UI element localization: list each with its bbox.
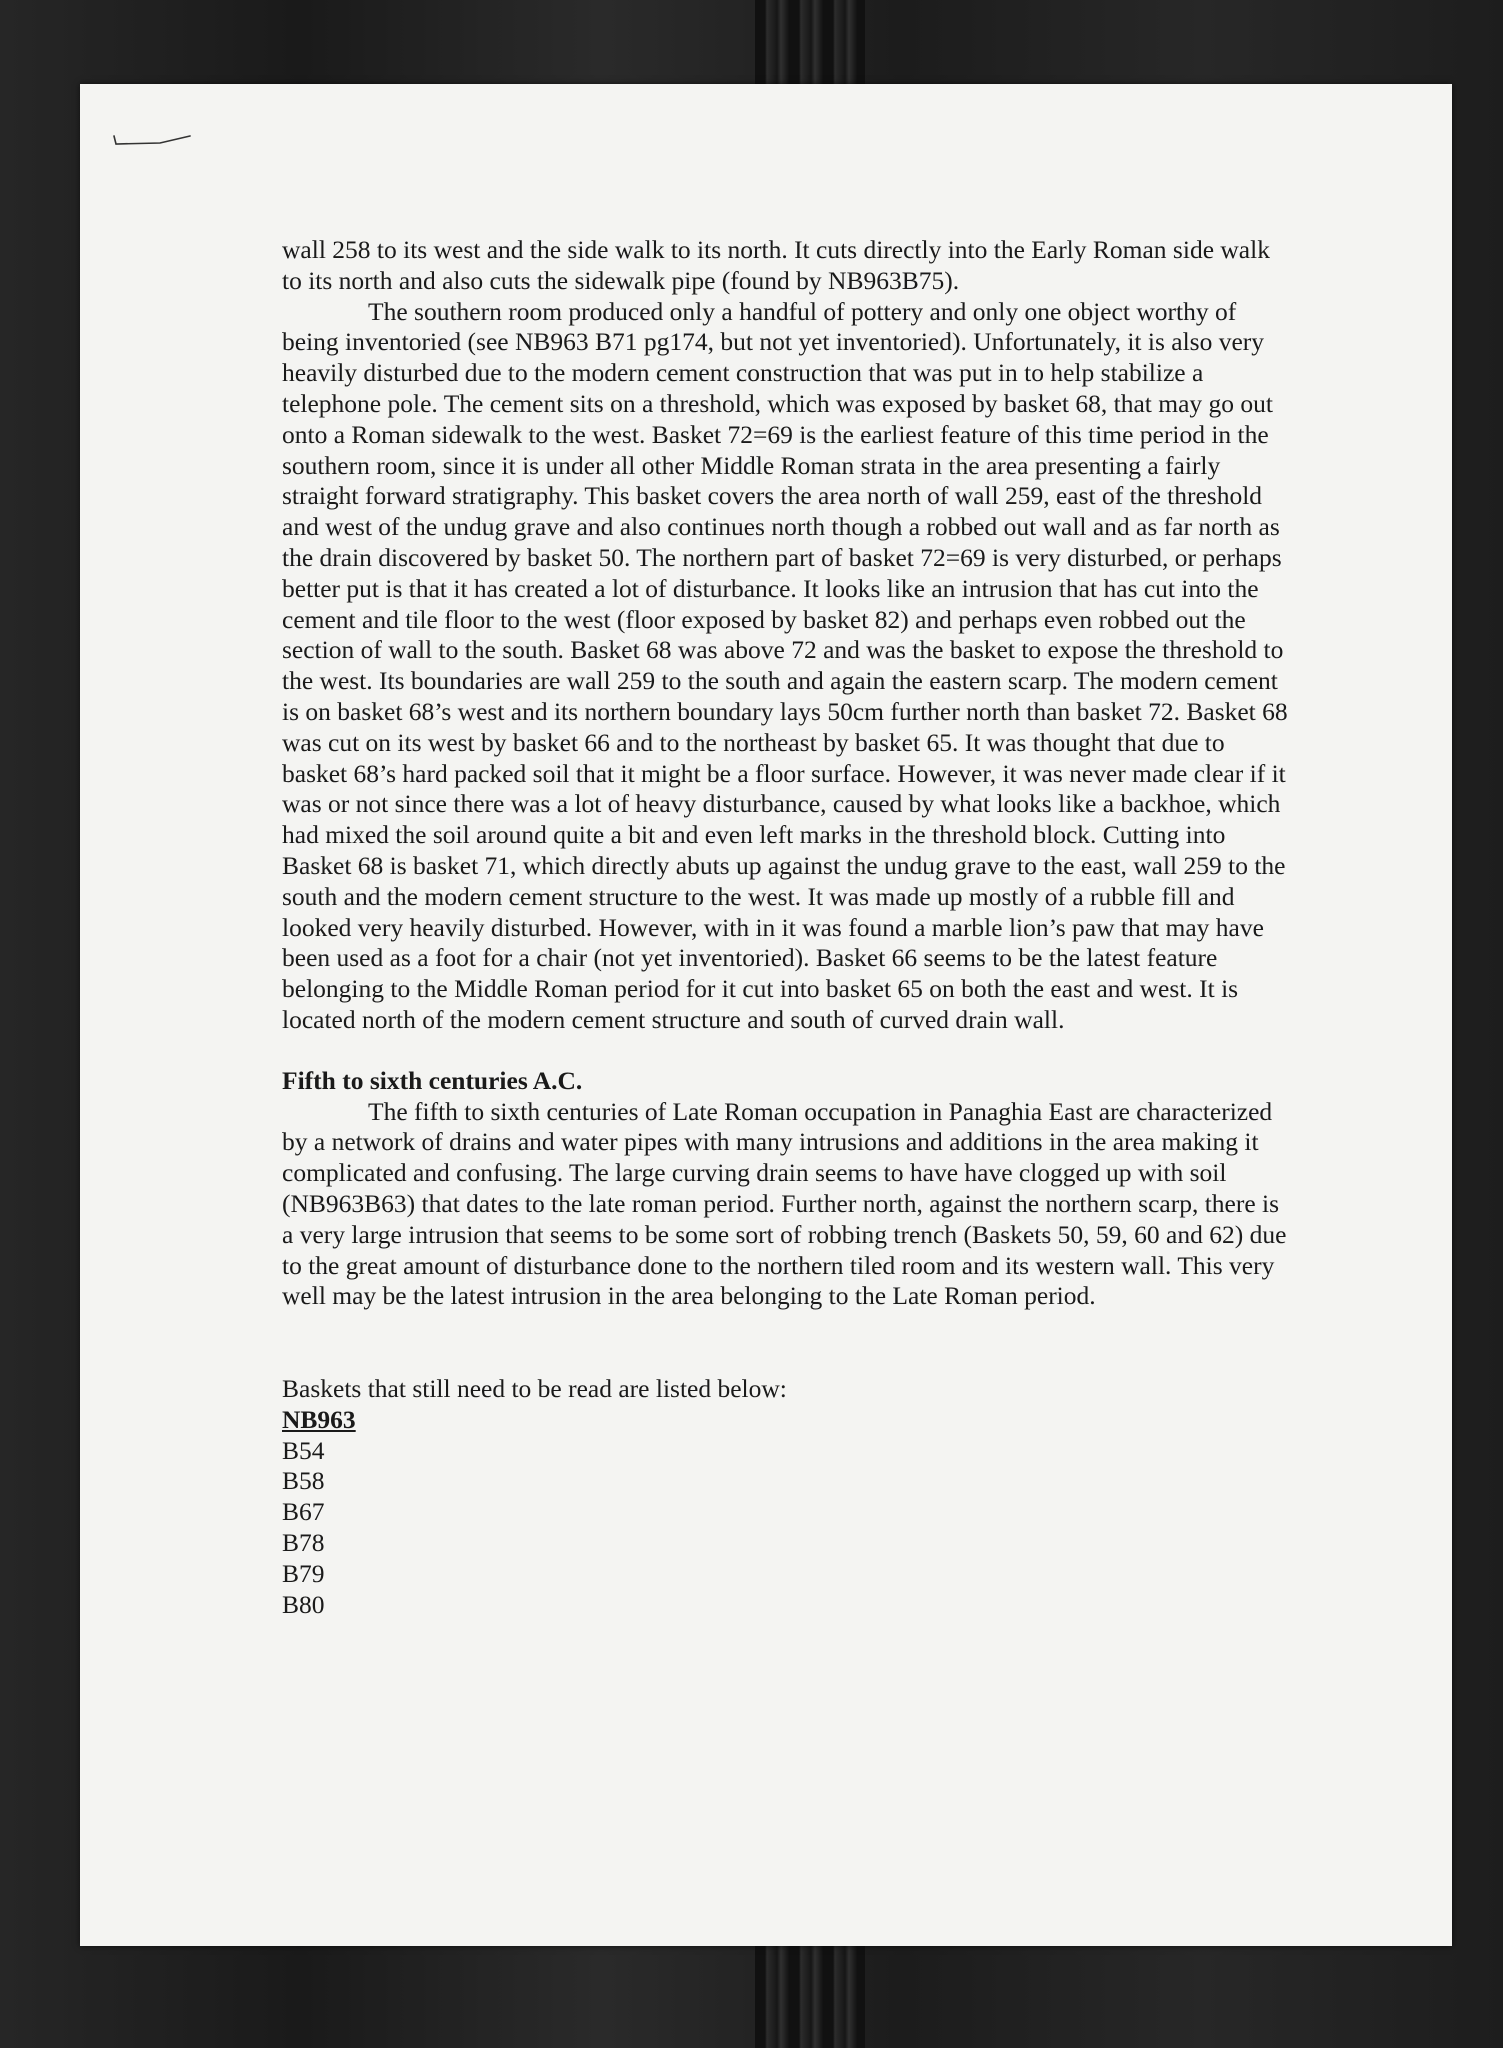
basket-item: B58: [282, 1466, 325, 1496]
basket-item: B54: [282, 1435, 325, 1465]
paragraph-southern-room: The southern room produced only a handful of pottery and only one object worthy of being inventoried (see NB963 B71 pg174, but not yet inventoried). Unfortunately, it is also very heavily disturbed due to the modern cement construction that was put in to help stabilize a telephone pole. The cement sits on a threshold, which was exposed by basket 68, that may go out onto a Roman sidewalk to the west. Basket 72=69 is the earliest feature of this time period in the southern room, since it is under all other Middle Roman strata in the area presenting a fairly straight forward stratigraphy. This basket covers the area north of wall 259, east of the threshold and west of the undug grave and also continues north though a robbed out wall and as far north as the drain discovered by basket 50. The northern part of basket 72=69 is very disturbed, or perhaps better put is that it has created a lot of disturbance. It looks like an intrusion that has cut into the cement and tile floor to the west (floor exposed by basket 82) and perhaps even robbed out the section of wall to the south. Basket 68 was above 72 and was the basket to expose the threshold to the west. Its boundaries are wall 259 to the south and again the eastern scarp. The modern cement is on basket 68’s west and its northern boundary lays 50cm further north than basket 72. Basket 68 was cut on its west by basket 66 and to the northeast by basket 65. It was thought that due to basket 68’s hard packed soil that it might be a floor surface. However, it was never made clear if it was or not since there was a lot of heavy disturbance, caused by what looks like a backhoe, which had mixed the soil around quite a bit and even left marks in the threshold block. Cutting into Basket 68 is basket 71, which directly abuts up against the undug grave to the east, wall 259 to the south and the modern cement structure to the west. It was made up mostly of a rubble fill and looked very heavily disturbed. However, with in it was found a marble lion’s paw that may have been used as a foot for a chair (not yet inventoried). Basket 66 seems to be the latest feature belonging to the Middle Roman period for it cut into basket 65 on both the east and west. It is located north of the modern cement structure and south of curved drain wall.: [282, 296, 1288, 1034]
baskets-intro: Baskets that still need to be read are listed below:: [282, 1374, 787, 1404]
document-page: [80, 84, 1452, 1946]
basket-item: B79: [282, 1558, 325, 1588]
spacer: [282, 1312, 1292, 1374]
binder-spine-top: [755, 0, 865, 92]
binder-spine-bottom: [755, 1935, 865, 2048]
notebook-label: NB963: [282, 1404, 356, 1434]
basket-item: B67: [282, 1497, 325, 1527]
section-heading: Fifth to sixth centuries A.C.: [282, 1065, 583, 1095]
basket-item: B78: [282, 1528, 325, 1558]
document-body: [282, 235, 1292, 1620]
basket-item: B80: [282, 1589, 325, 1619]
paragraph-late-roman: The fifth to sixth centuries of Late Roman occupation in Panaghia East are characterized by a network of drains and water pipes with many intrusions and additions in the area making it complicated and confusing. The large curving drain seems to have have clogged up with soil (NB963B63) that dates to the late roman period. Further north, against the northern scarp, there is a very large intrusion that seems to be some sort of robbing trench (Baskets 50, 59, 60 and 62) due to the great amount of disturbance done to the northern tiled room and its western wall. This very well may be the latest intrusion in the area belonging to the Late Roman period.: [282, 1096, 1287, 1311]
paragraph-continued: wall 258 to its west and the side walk to its north. It cuts directly into the Early Roman side walk to its north and also cuts the sidewalk pipe (found by NB963B75).: [282, 235, 1270, 295]
pencil-mark-icon: [112, 132, 192, 148]
basket-list: [282, 1436, 1292, 1621]
